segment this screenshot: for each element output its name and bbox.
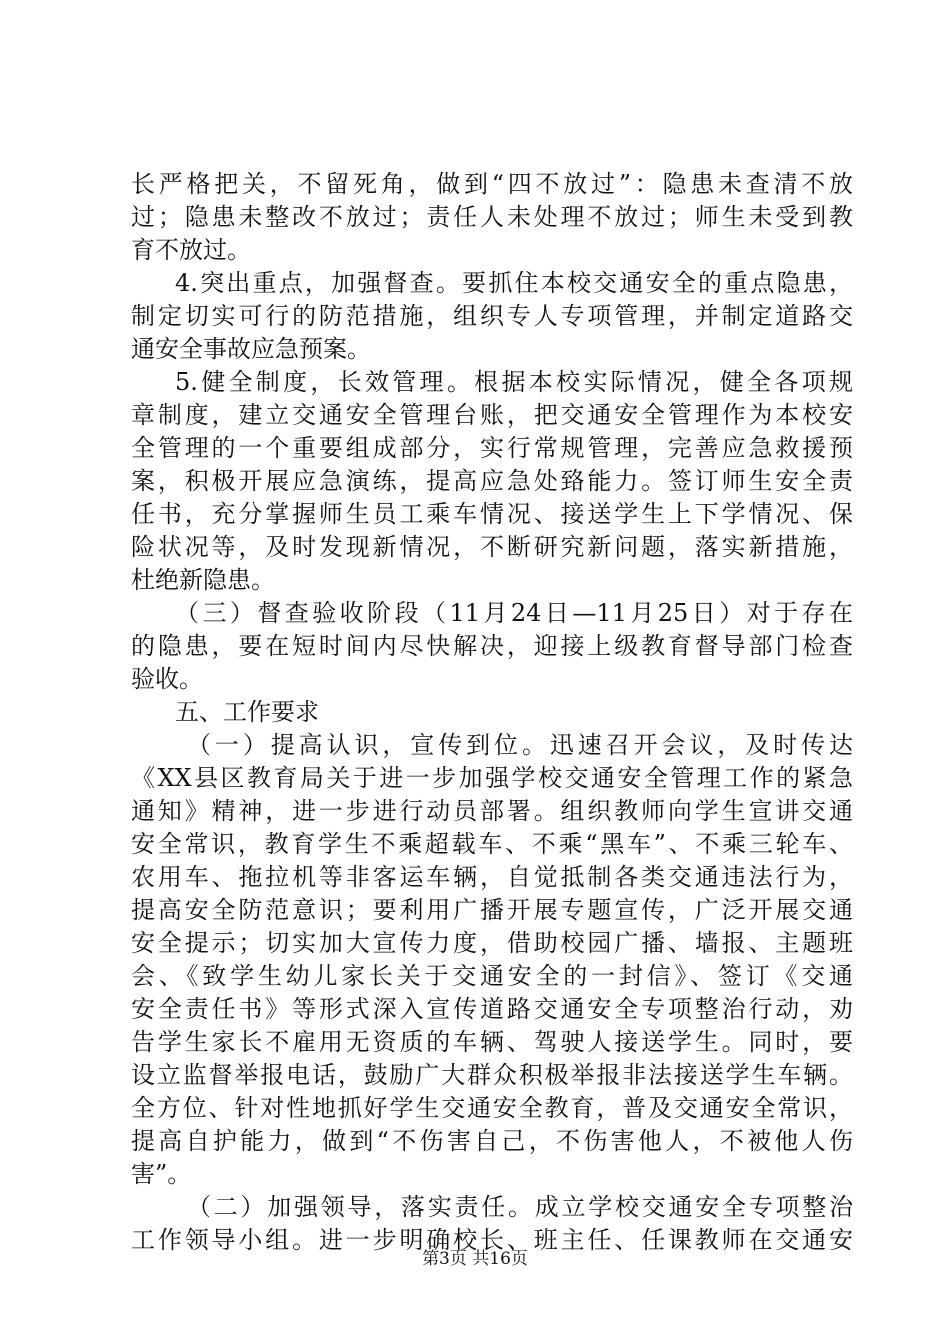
text-line: 害”。 xyxy=(131,1160,192,1188)
text-line: 4.突出重点，加强督查。要抓住本校交通安全的重点隐患， xyxy=(175,269,853,297)
text-line: 《XX县区教育局关于进一步加强学校交通安全管理工作的紧急 xyxy=(131,764,853,792)
text-line: 安全常识，教育学生不乘超载车、不乘“黑车”、不乘三轮车、 xyxy=(131,830,853,858)
text-line: 长严格把关，不留死角，做到“四不放过”：隐患未查清不放 xyxy=(131,170,853,198)
text-line: 育不放过。 xyxy=(131,236,251,264)
text-line: （三）督查验收阶段（11月24日—11月25日）对于存在 xyxy=(175,599,853,627)
text-line: 安全责任书》等形式深入宣传道路交通安全专项整治行动，劝 xyxy=(131,995,853,1023)
text-line: 险状况等，及时发现新情况，不断研究新问题，落实新措施， xyxy=(131,533,853,561)
text-line: 5.健全制度，长效管理。根据本校实际情况，健全各项规 xyxy=(175,368,853,396)
text-line: 设立监督举报电话，鼓励广大群众积极举报非法接送学生车辆。 xyxy=(131,1061,853,1089)
text-line: 杜绝新隐患。 xyxy=(131,566,275,594)
text-line: 章制度，建立交通安全管理台账，把交通安全管理作为本校安 xyxy=(131,401,853,429)
text-line: （二）加强领导，落实责任。成立学校交通安全专项整治 xyxy=(187,1193,853,1221)
text-line: 工作领导小组。进一步明确校长、班主任、任课教师在交通安 xyxy=(131,1226,853,1254)
text-line: 任书，充分掌握师生员工乘车情况、接送学生上下学情况、保 xyxy=(131,500,853,528)
text-line: 验收。 xyxy=(131,665,203,693)
text-line: 全管理的一个重要组成部分，实行常规管理，完善应急救援预 xyxy=(131,434,853,462)
text-line: 会、《致学生幼儿家长关于交通安全的一封信》、签订《交通 xyxy=(131,962,853,990)
text-line: 通安全事故应急预案。 xyxy=(131,335,371,363)
text-line: 五、工作要求 xyxy=(175,698,319,726)
text-line: 提高自护能力，做到“不伤害自己，不伤害他人，不被他人伤 xyxy=(131,1127,853,1155)
text-line: 制定切实可行的防范措施，组织专人专项管理，并制定道路交 xyxy=(131,302,853,330)
text-line: 案，积极开展应急演练，提高应急处臵能力。签订师生安全责 xyxy=(131,467,853,495)
text-line: 的隐患，要在短时间内尽快解决，迎接上级教育督导部门检查 xyxy=(131,632,853,660)
text-line: （一）提高认识，宣传到位。迅速召开会议，及时传达 xyxy=(187,731,853,759)
text-line: 告学生家长不雇用无资质的车辆、驾驶人接送学生。同时，要 xyxy=(131,1028,853,1056)
text-line: 过；隐患未整改不放过；责任人未处理不放过；师生未受到教 xyxy=(131,203,853,231)
text-line: 通知》精神，进一步进行动员部署。组织教师向学生宣讲交通 xyxy=(131,797,853,825)
text-line: 提高安全防范意识；要利用广播开展专题宣传，广泛开展交通 xyxy=(131,896,853,924)
text-line: 安全提示；切实加大宣传力度，借助校园广播、墙报、主题班 xyxy=(131,929,853,957)
text-line: 农用车、拖拉机等非客运车辆，自觉抵制各类交通违法行为， xyxy=(131,863,853,891)
text-line: 全方位、针对性地抓好学生交通安全教育，普及交通安全常识， xyxy=(131,1094,853,1122)
page-footer: 第3页 共16页 xyxy=(422,1249,528,1269)
document-body xyxy=(131,168,853,1257)
